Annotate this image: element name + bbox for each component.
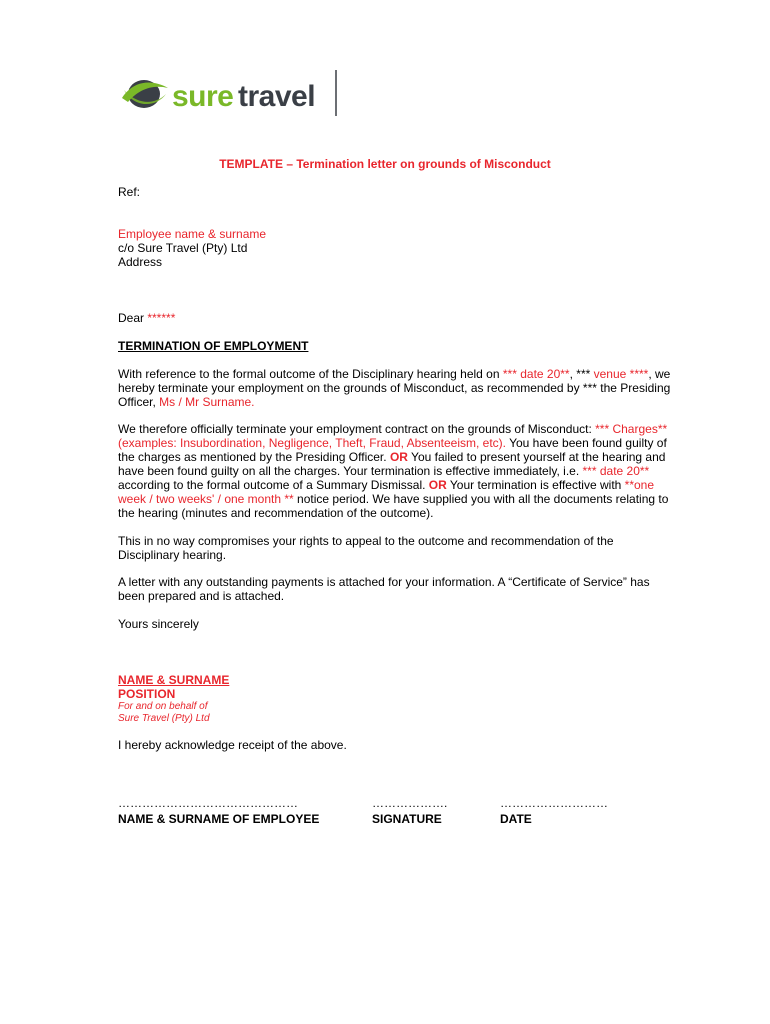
employee-name: Employee name & surname (118, 227, 267, 241)
signer-company: Sure Travel (Pty) Ltd (118, 713, 210, 724)
company-line: c/o Sure Travel (Pty) Ltd (118, 241, 248, 255)
para1-officer: Ms / Mr Surname. (159, 395, 255, 409)
para2-notice: **one week / two weeks' / one month ** (118, 478, 655, 506)
signature-label: SIGNATURE (372, 812, 442, 826)
employee-dots: ……………………………………… (118, 796, 298, 810)
employee-signature-column (118, 795, 319, 827)
signer-name: NAME & SURNAME (118, 673, 230, 687)
date-column (500, 795, 608, 827)
para2-text-g: according to the formal outcome of a Summary Dismissal. (118, 478, 429, 492)
address-line: Address (118, 255, 163, 269)
svg-text:travel: travel (238, 80, 316, 113)
para1-text-e: , we hereby terminate your employment on the grounds of Misconduct, as recommended by *** the Presiding Officer, (118, 367, 671, 409)
salutation-prefix: Dear (118, 311, 148, 325)
para2-or-2: OR (428, 478, 447, 492)
signer-behalf: For and on behalf of (118, 701, 208, 712)
para2-text-i: Your termination is effective with (446, 478, 625, 492)
para2-text-e: You failed to present yourself at the hearing and have been found guilty on all the charges. Your termination is effective immediately, i.e. (118, 450, 666, 478)
signer-block (118, 673, 678, 725)
para2-charges: *** Charges** (examples: Insubordination, Negligence, Theft, Fraud, Absenteeism, etc). (118, 422, 668, 450)
para1-text-c: , *** (569, 367, 594, 381)
salutation (118, 311, 678, 325)
sure-travel-logo (118, 68, 342, 118)
signature-dots: ………………. (372, 796, 448, 810)
para2-text-c: You have been found guilty of the charges as mentioned by the Presiding Officer. (118, 436, 667, 464)
address-block (118, 227, 678, 269)
para2-or-1: OR (389, 450, 408, 464)
employee-label: NAME & SURNAME OF EMPLOYEE (118, 812, 320, 826)
svg-text:sure: sure (172, 80, 234, 113)
para2-date: *** date 20** (582, 464, 650, 478)
closing: Yours sincerely (118, 617, 199, 631)
para1-date: *** date 20** (502, 367, 570, 381)
para2-text-a: We therefore officially terminate your employment contract on the grounds of Misconduct: (118, 422, 596, 436)
acknowledge-line: I hereby acknowledge receipt of the above. (118, 738, 347, 752)
date-label: DATE (500, 812, 532, 826)
ref-line: Ref: (118, 185, 141, 199)
paragraph-4: A letter with any outstanding payments is attached for your information. A “Certificate of Service” has been prepared and is attached. (118, 575, 650, 603)
signer-position: POSITION (118, 687, 176, 701)
document-title: TEMPLATE – Termination letter on grounds of Misconduct (219, 157, 551, 171)
section-heading: TERMINATION OF EMPLOYMENT (118, 339, 309, 353)
date-dots: ……………………… (500, 796, 608, 810)
paragraph-3: This in no way compromises your rights to appeal to the outcome and recommendation of the Disciplinary hearing. (118, 534, 614, 562)
para1-text-a: With reference to the formal outcome of the Disciplinary hearing held on (118, 367, 503, 381)
salutation-placeholder: ****** (147, 311, 176, 325)
para2-text-k: notice period. We have supplied you with all the documents relating to the hearing (minutes and recommendation of the outcome). (118, 492, 669, 520)
paragraph-2 (118, 422, 678, 520)
para1-venue: venue **** (593, 367, 649, 381)
paragraph-1 (118, 367, 678, 409)
signature-column (372, 795, 447, 827)
